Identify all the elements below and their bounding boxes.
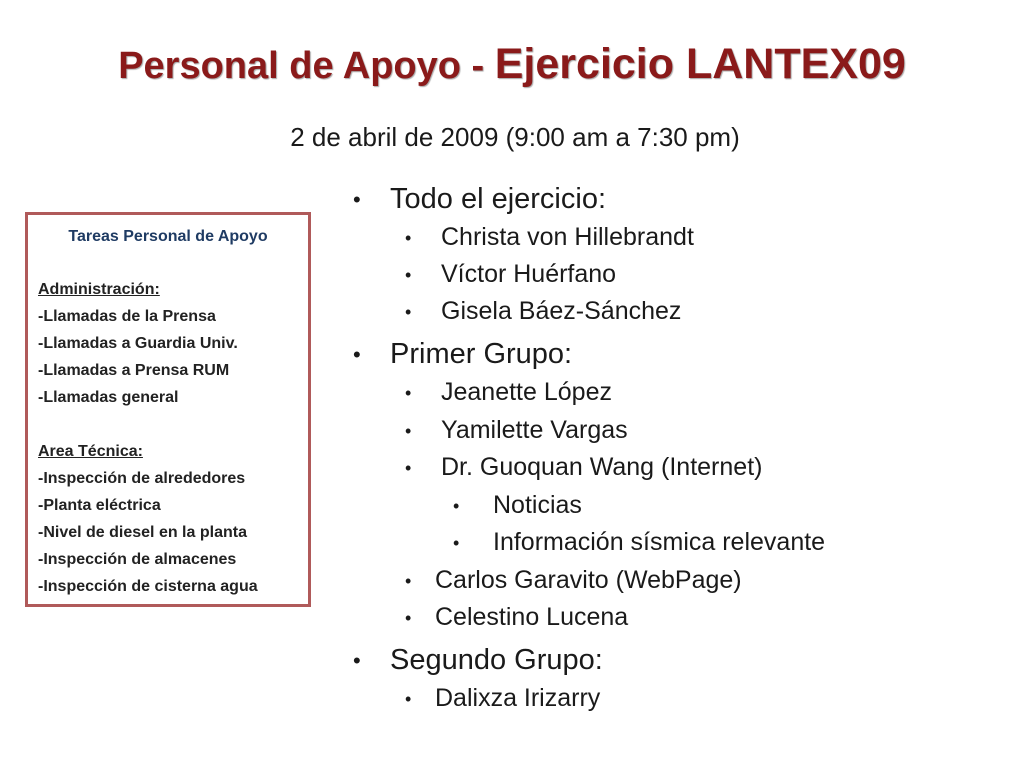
admin-item: -Llamadas a Guardia Univ.: [38, 335, 238, 352]
member-item: Dr. Guoquan Wang (Internet): [441, 453, 763, 481]
bullet-icon: •: [405, 571, 412, 591]
member-item: Christa von Hillebrandt: [441, 223, 694, 251]
bullet-icon: •: [405, 421, 412, 441]
tasks-box-title: Tareas Personal de Apoyo: [68, 228, 268, 245]
member-item: Víctor Huérfano: [441, 260, 617, 288]
member-item: Dalixza Irizarry: [435, 684, 601, 712]
title-part-2: Ejercicio LANTEX09: [494, 40, 906, 88]
bullet-icon: •: [405, 265, 412, 285]
tech-heading: Area Técnica:: [38, 443, 143, 460]
admin-item: -Llamadas general: [38, 389, 179, 406]
bullet-icon: •: [353, 187, 361, 212]
bullet-icon: •: [405, 689, 412, 709]
member-item: Celestino Lucena: [435, 603, 629, 631]
member-item: Gisela Báez-Sánchez: [441, 297, 682, 325]
bullet-icon: •: [405, 228, 412, 248]
bullet-icon: •: [405, 608, 412, 628]
bullet-icon: •: [405, 302, 412, 322]
admin-item: -Llamadas a Prensa RUM: [38, 362, 230, 379]
member-item: Yamilette Vargas: [441, 416, 628, 444]
group-label: Todo el ejercicio:: [390, 183, 606, 215]
tech-item: -Inspección de almacenes: [38, 551, 237, 568]
tech-item: -Nivel de diesel en la planta: [38, 524, 247, 541]
bullet-icon: •: [353, 648, 361, 673]
tech-item: -Inspección de cisterna agua: [38, 578, 258, 595]
admin-item: -Llamadas de la Prensa: [38, 308, 216, 325]
group-label: Segundo Grupo:: [390, 644, 603, 676]
group-label: Primer Grupo:: [390, 338, 573, 370]
sub-item: Información sísmica relevante: [493, 528, 826, 556]
bullet-icon: •: [453, 533, 460, 553]
slide-subtitle: 2 de abril de 2009 (9:00 am a 7:30 pm): [290, 122, 740, 152]
member-item: Carlos Garavito (WebPage): [435, 566, 742, 594]
bullet-icon: •: [453, 496, 460, 516]
bullet-icon: •: [405, 458, 412, 478]
member-item: Jeanette López: [441, 378, 612, 406]
admin-heading: Administración:: [38, 281, 160, 298]
bullet-icon: •: [405, 383, 412, 403]
title-part-1: Personal de Apoyo -: [118, 45, 495, 87]
sub-item: Noticias: [493, 491, 582, 519]
bullet-icon: •: [353, 342, 361, 367]
tech-item: -Planta eléctrica: [38, 497, 161, 514]
tech-item: -Inspección de alrededores: [38, 470, 246, 487]
